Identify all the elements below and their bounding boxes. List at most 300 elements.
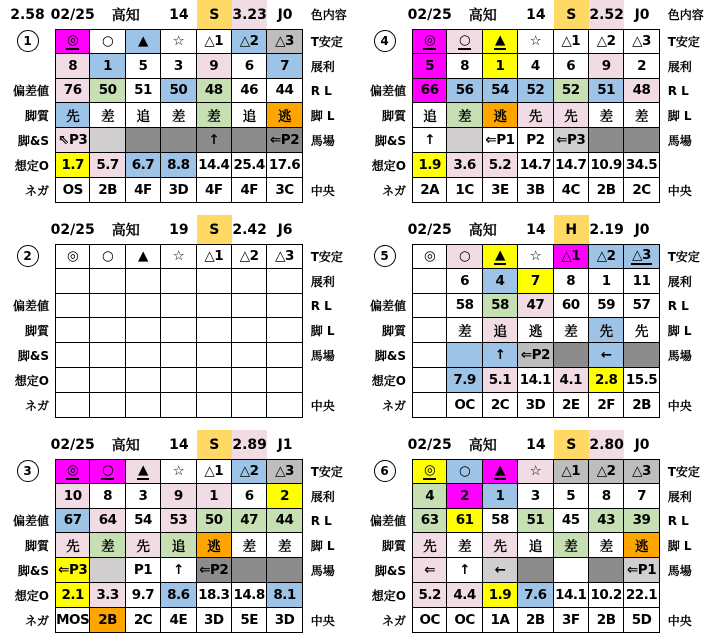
cell-r2c2[interactable] [90, 54, 125, 79]
cell-r2c1[interactable] [412, 484, 447, 509]
cell-r1c6[interactable] [589, 244, 624, 269]
cell-r7c7[interactable] [267, 178, 302, 203]
cell-r1c5[interactable] [554, 29, 589, 54]
cell-r6c7[interactable] [624, 368, 659, 393]
cell-r7c5[interactable] [197, 608, 232, 633]
cell-r3c2[interactable] [447, 79, 482, 104]
cell-r4c5[interactable] [197, 533, 232, 558]
cell-r5c4[interactable] [161, 558, 196, 583]
cell-r4c5[interactable] [197, 103, 232, 128]
cell-r1c6[interactable] [589, 29, 624, 54]
cell-r1c4[interactable] [161, 459, 196, 484]
cell-r1c2[interactable] [90, 244, 125, 269]
cell-r5c3[interactable] [483, 558, 518, 583]
cell-r1c5[interactable] [554, 459, 589, 484]
cell-r4c1[interactable] [55, 103, 90, 128]
cell-r4c3[interactable] [126, 533, 161, 558]
cell-r7c5[interactable] [554, 393, 589, 418]
cell-r5c5[interactable] [197, 128, 232, 153]
cell-r1c3[interactable] [483, 244, 518, 269]
cell-r5c4[interactable] [518, 128, 553, 153]
cell-r3c2[interactable] [447, 294, 482, 319]
cell-r7c3[interactable] [483, 178, 518, 203]
cell-r1c2[interactable] [447, 459, 482, 484]
cell-r1c1[interactable] [412, 459, 447, 484]
cell-r7c4[interactable] [161, 393, 196, 418]
cell-r7c4[interactable] [518, 608, 553, 633]
cell-text: 7.6 [524, 586, 547, 603]
cell-r5c1[interactable] [55, 343, 90, 368]
cell-r3c5[interactable] [554, 79, 589, 104]
cell-r1c3[interactable] [126, 459, 161, 484]
cell-r6c4[interactable] [161, 583, 196, 608]
cell-r3c6[interactable] [232, 509, 267, 534]
cell-r6c7[interactable] [267, 153, 302, 178]
cell-r1c7[interactable] [267, 29, 302, 54]
cell-r3c6[interactable] [589, 509, 624, 534]
cell-r5c1[interactable] [412, 128, 447, 153]
cell-r4c6[interactable] [232, 318, 267, 343]
cell-r7c2[interactable] [90, 608, 125, 633]
cell-r6c4[interactable] [518, 368, 553, 393]
cell-r3c4[interactable] [161, 79, 196, 104]
cell-r4c7[interactable] [624, 318, 659, 343]
cell-r4c7[interactable] [267, 103, 302, 128]
cell-r1c1[interactable] [412, 29, 447, 54]
cell-r2c5[interactable] [554, 269, 589, 294]
cell-r2c6[interactable] [589, 484, 624, 509]
cell-r4c1[interactable] [55, 533, 90, 558]
cell-r3c6[interactable] [232, 79, 267, 104]
cell-r1c6[interactable] [232, 29, 267, 54]
cell-r5c1[interactable] [412, 558, 447, 583]
cell-text: 2C [490, 396, 510, 413]
cell-r6c2[interactable] [447, 153, 482, 178]
cell-r2c6[interactable] [232, 54, 267, 79]
cell-r2c6[interactable] [232, 484, 267, 509]
cell-r4c4[interactable] [161, 103, 196, 128]
cell-r4c3[interactable] [483, 318, 518, 343]
cell-r5c4[interactable] [161, 128, 196, 153]
cell-r4c3[interactable] [483, 533, 518, 558]
cell-r7c4[interactable] [518, 178, 553, 203]
cell-r5c3[interactable] [126, 343, 161, 368]
cell-r2c3[interactable] [126, 269, 161, 294]
cell-r6c5[interactable] [197, 368, 232, 393]
cell-r3c3[interactable] [483, 79, 518, 104]
cell-r5c3[interactable] [483, 343, 518, 368]
cell-r4c7[interactable] [267, 533, 302, 558]
cell-r5c6[interactable] [232, 343, 267, 368]
cell-r5c1[interactable] [412, 343, 447, 368]
cell-r7c2[interactable] [90, 393, 125, 418]
cell-r1c3[interactable] [126, 29, 161, 54]
cell-r3c7[interactable] [267, 294, 302, 319]
cell-text: ◎ [424, 31, 436, 48]
cell-r1c3[interactable] [483, 459, 518, 484]
cell-r3c4[interactable] [518, 294, 553, 319]
cell-r3c5[interactable] [554, 294, 589, 319]
cell-r1c5[interactable] [197, 459, 232, 484]
cell-r1c1[interactable] [55, 244, 90, 269]
cell-r3c5[interactable] [197, 79, 232, 104]
cell-r4c4[interactable] [518, 318, 553, 343]
cell-r2c5[interactable] [197, 269, 232, 294]
cell-r6c5[interactable] [197, 583, 232, 608]
cell-r2c2[interactable] [90, 269, 125, 294]
cell-r1c1[interactable] [412, 244, 447, 269]
cell-r4c7[interactable] [267, 318, 302, 343]
cell-r6c7[interactable] [267, 583, 302, 608]
cell-r2c2[interactable] [90, 484, 125, 509]
cell-r4c2[interactable] [90, 533, 125, 558]
cell-r2c4[interactable] [518, 484, 553, 509]
cell-r7c3[interactable] [483, 608, 518, 633]
cell-r7c4[interactable] [161, 608, 196, 633]
cell-r1c5[interactable] [197, 29, 232, 54]
cell-r1c4[interactable] [161, 244, 196, 269]
cell-r3c5[interactable] [197, 294, 232, 319]
cell-r4c3[interactable] [126, 318, 161, 343]
cell-r6c2[interactable] [90, 583, 125, 608]
cell-r1c7[interactable] [267, 244, 302, 269]
cell-r7c6[interactable] [589, 178, 624, 203]
cell-r4c5[interactable] [197, 318, 232, 343]
cell-r1c4[interactable] [161, 29, 196, 54]
cell-r6c5[interactable] [554, 153, 589, 178]
cell-r4c3[interactable] [126, 103, 161, 128]
cell-r5c6[interactable] [232, 558, 267, 583]
cell-r2c7[interactable] [624, 484, 659, 509]
cell-r5c6[interactable] [589, 128, 624, 153]
cell-r3c1[interactable] [412, 509, 447, 534]
cell-r3c2[interactable] [447, 509, 482, 534]
cell-r5c5[interactable] [554, 558, 589, 583]
cell-r7c6[interactable] [589, 608, 624, 633]
cell-r7c7[interactable] [624, 608, 659, 633]
cell-r4c2[interactable] [90, 103, 125, 128]
cell-r6c6[interactable] [589, 153, 624, 178]
cell-r5c7[interactable] [267, 343, 302, 368]
cell-r6c6[interactable] [232, 153, 267, 178]
cell-r1c6[interactable] [589, 459, 624, 484]
cell-r1c5[interactable] [554, 244, 589, 269]
cell-r7c1[interactable] [55, 393, 90, 418]
cell-r7c1[interactable] [412, 178, 447, 203]
cell-r7c1[interactable] [55, 608, 90, 633]
cell-r7c3[interactable] [126, 393, 161, 418]
cell-r5c2[interactable] [90, 128, 125, 153]
cell-r2c2[interactable] [447, 269, 482, 294]
cell-r3c3[interactable] [126, 79, 161, 104]
cell-r7c3[interactable] [126, 608, 161, 633]
cell-r7c6[interactable] [589, 393, 624, 418]
cell-r6c3[interactable] [483, 153, 518, 178]
cell-r3c4[interactable] [518, 509, 553, 534]
cell-r3c7[interactable] [267, 509, 302, 534]
cell-r3c1[interactable] [412, 294, 447, 319]
cell-r6c3[interactable] [126, 583, 161, 608]
cell-r7c2[interactable] [90, 178, 125, 203]
cell-r1c6[interactable] [232, 244, 267, 269]
cell-r4c6[interactable] [589, 533, 624, 558]
cell-r4c5[interactable] [554, 318, 589, 343]
cell-r6c6[interactable] [232, 583, 267, 608]
cell-r6c3[interactable] [483, 583, 518, 608]
cell-r5c6[interactable] [589, 343, 624, 368]
cell-r6c5[interactable] [197, 153, 232, 178]
cell-r3c4[interactable] [161, 294, 196, 319]
cell-r6c4[interactable] [161, 153, 196, 178]
cell-r7c1[interactable] [412, 608, 447, 633]
cell-r2c6[interactable] [589, 269, 624, 294]
cell-r6c5[interactable] [554, 368, 589, 393]
cell-r6c6[interactable] [232, 368, 267, 393]
cell-r4c6[interactable] [589, 103, 624, 128]
cell-r4c2[interactable] [447, 103, 482, 128]
cell-r2c5[interactable] [554, 484, 589, 509]
cell-r4c7[interactable] [624, 103, 659, 128]
cell-r6c1[interactable] [55, 153, 90, 178]
cell-r3c5[interactable] [197, 509, 232, 534]
cell-r4c5[interactable] [554, 103, 589, 128]
cell-r4c4[interactable] [518, 533, 553, 558]
cell-r4c1[interactable] [55, 318, 90, 343]
cell-r7c5[interactable] [197, 393, 232, 418]
cell-r1c2[interactable] [90, 29, 125, 54]
cell-r4c2[interactable] [90, 318, 125, 343]
cell-r3c4[interactable] [518, 79, 553, 104]
cell-r3c4[interactable] [161, 509, 196, 534]
cell-r6c4[interactable] [518, 153, 553, 178]
cell-r5c2[interactable] [90, 343, 125, 368]
cell-r5c5[interactable] [554, 343, 589, 368]
cell-r7c5[interactable] [554, 608, 589, 633]
cell-r1c5[interactable] [197, 244, 232, 269]
cell-r2c1[interactable] [412, 269, 447, 294]
cell-r7c1[interactable] [412, 393, 447, 418]
cell-r7c7[interactable] [624, 178, 659, 203]
cell-r5c4[interactable] [161, 343, 196, 368]
cell-r2c6[interactable] [589, 54, 624, 79]
cell-r2c4[interactable] [161, 269, 196, 294]
cell-r4c1[interactable] [412, 103, 447, 128]
cell-r4c1[interactable] [412, 318, 447, 343]
cell-r2c7[interactable] [267, 484, 302, 509]
cell-r6c6[interactable] [589, 368, 624, 393]
cell-r4c6[interactable] [232, 103, 267, 128]
cell-r2c1[interactable] [55, 54, 90, 79]
cell-r2c7[interactable] [267, 54, 302, 79]
cell-r7c7[interactable] [267, 608, 302, 633]
cell-r2c2[interactable] [447, 54, 482, 79]
cell-r2c5[interactable] [554, 54, 589, 79]
cell-r1c4[interactable] [518, 244, 553, 269]
cell-r5c3[interactable] [126, 128, 161, 153]
cell-r3c1[interactable] [412, 79, 447, 104]
cell-r7c6[interactable] [232, 608, 267, 633]
cell-r4c2[interactable] [447, 318, 482, 343]
cell-r5c6[interactable] [232, 128, 267, 153]
cell-r2c3[interactable] [483, 54, 518, 79]
cell-r5c3[interactable] [483, 128, 518, 153]
cell-r1c3[interactable] [126, 244, 161, 269]
cell-r5c7[interactable] [267, 128, 302, 153]
cell-r2c4[interactable] [161, 54, 196, 79]
cell-r6c4[interactable] [518, 583, 553, 608]
cell-r3c6[interactable] [589, 294, 624, 319]
cell-r3c3[interactable] [483, 294, 518, 319]
cell-r2c4[interactable] [518, 54, 553, 79]
cell-r2c4[interactable] [518, 269, 553, 294]
cell-r6c1[interactable] [55, 583, 90, 608]
cell-r5c1[interactable] [55, 128, 90, 153]
cell-r5c2[interactable] [447, 343, 482, 368]
cell-r1c4[interactable] [518, 29, 553, 54]
cell-r5c2[interactable] [90, 558, 125, 583]
cell-r7c6[interactable] [232, 393, 267, 418]
cell-r6c3[interactable] [126, 153, 161, 178]
cell-r2c5[interactable] [197, 484, 232, 509]
cell-r2c3[interactable] [126, 54, 161, 79]
cell-r6c3[interactable] [483, 368, 518, 393]
cell-r7c6[interactable] [232, 178, 267, 203]
cell-r4c2[interactable] [447, 533, 482, 558]
cell-r5c5[interactable] [197, 343, 232, 368]
header-odds-value: 2.89 [232, 430, 267, 459]
cell-r2c1[interactable] [55, 484, 90, 509]
cell-r4c3[interactable] [483, 103, 518, 128]
cell-r7c4[interactable] [161, 178, 196, 203]
cell-r4c6[interactable] [589, 318, 624, 343]
cell-r1c2[interactable] [447, 29, 482, 54]
cell-r1c2[interactable] [447, 244, 482, 269]
cell-r2c7[interactable] [267, 269, 302, 294]
cell-r6c4[interactable] [161, 368, 196, 393]
cell-text: ↑ [494, 347, 506, 364]
cell-r3c7[interactable] [624, 509, 659, 534]
cell-r5c2[interactable] [447, 558, 482, 583]
cell-r7c3[interactable] [126, 178, 161, 203]
cell-r3c3[interactable] [483, 509, 518, 534]
cell-r5c4[interactable] [518, 343, 553, 368]
cell-r6c1[interactable] [412, 583, 447, 608]
cell-r6c3[interactable] [126, 368, 161, 393]
cell-r2c2[interactable] [447, 484, 482, 509]
cell-r5c7[interactable] [624, 128, 659, 153]
cell-r3c1[interactable] [55, 294, 90, 319]
cell-r1c7[interactable] [267, 459, 302, 484]
cell-r3c6[interactable] [589, 79, 624, 104]
cell-r4c1[interactable] [412, 533, 447, 558]
cell-r2c6[interactable] [232, 269, 267, 294]
cell-r6c1[interactable] [55, 368, 90, 393]
cell-r4c7[interactable] [624, 533, 659, 558]
cell-r4c4[interactable] [161, 318, 196, 343]
cell-r3c1[interactable] [55, 79, 90, 104]
cell-r2c4[interactable] [161, 484, 196, 509]
cell-r6c1[interactable] [412, 368, 447, 393]
cell-r1c2[interactable] [90, 459, 125, 484]
cell-r3c3[interactable] [126, 294, 161, 319]
cell-r4c4[interactable] [518, 103, 553, 128]
cell-r2c1[interactable] [55, 269, 90, 294]
cell-r3c6[interactable] [232, 294, 267, 319]
cell-r2c7[interactable] [624, 269, 659, 294]
cell-r7c5[interactable] [554, 178, 589, 203]
cell-r4c6[interactable] [232, 533, 267, 558]
cell-r5c7[interactable] [624, 558, 659, 583]
cell-r1c1[interactable] [55, 29, 90, 54]
cell-r3c1[interactable] [55, 509, 90, 534]
cell-r6c6[interactable] [589, 583, 624, 608]
cell-r6c7[interactable] [267, 368, 302, 393]
cell-r5c5[interactable] [554, 128, 589, 153]
cell-r5c3[interactable] [126, 558, 161, 583]
cell-r3c7[interactable] [624, 294, 659, 319]
cell-r2c3[interactable] [483, 269, 518, 294]
cell-r3c7[interactable] [624, 79, 659, 104]
cell-r7c5[interactable] [197, 178, 232, 203]
cell-r1c7[interactable] [624, 244, 659, 269]
cell-r1c1[interactable] [55, 459, 90, 484]
cell-r1c4[interactable] [518, 459, 553, 484]
cell-r2c5[interactable] [197, 54, 232, 79]
cell-r1c7[interactable] [624, 29, 659, 54]
cell-r7c1[interactable] [55, 178, 90, 203]
cell-r7c7[interactable] [267, 393, 302, 418]
cell-r3c2[interactable] [90, 294, 125, 319]
cell-r5c1[interactable] [55, 558, 90, 583]
cell-r2c1[interactable] [412, 54, 447, 79]
cell-r5c4[interactable] [518, 558, 553, 583]
cell-r6c5[interactable] [554, 583, 589, 608]
cell-r7c2[interactable] [447, 178, 482, 203]
cell-r5c7[interactable] [267, 558, 302, 583]
cell-r2c3[interactable] [483, 484, 518, 509]
cell-r3c2[interactable] [90, 509, 125, 534]
cell-r6c2[interactable] [447, 583, 482, 608]
cell-r2c7[interactable] [624, 54, 659, 79]
cell-r6c7[interactable] [624, 153, 659, 178]
cell-r5c5[interactable] [197, 558, 232, 583]
cell-r6c2[interactable] [90, 153, 125, 178]
cell-r7c2[interactable] [447, 393, 482, 418]
cell-r4c5[interactable] [554, 533, 589, 558]
cell-r7c2[interactable] [447, 608, 482, 633]
cell-r1c6[interactable] [232, 459, 267, 484]
cell-r7c7[interactable] [624, 393, 659, 418]
cell-r6c7[interactable] [624, 583, 659, 608]
cell-r1c7[interactable] [624, 459, 659, 484]
cell-r5c2[interactable] [447, 128, 482, 153]
cell-r6c2[interactable] [447, 368, 482, 393]
row-label-left-7: ネガ [24, 613, 49, 628]
cell-r3c7[interactable] [267, 79, 302, 104]
cell-r7c4[interactable] [518, 393, 553, 418]
cell-r6c2[interactable] [90, 368, 125, 393]
cell-r6c1[interactable] [412, 153, 447, 178]
cell-r5c7[interactable] [624, 343, 659, 368]
cell-r3c3[interactable] [126, 509, 161, 534]
cell-r2c3[interactable] [126, 484, 161, 509]
cell-r1c3[interactable] [483, 29, 518, 54]
cell-r3c5[interactable] [554, 509, 589, 534]
cell-r3c2[interactable] [90, 79, 125, 104]
cell-r4c4[interactable] [161, 533, 196, 558]
cell-r5c6[interactable] [589, 558, 624, 583]
cell-r7c3[interactable] [483, 393, 518, 418]
